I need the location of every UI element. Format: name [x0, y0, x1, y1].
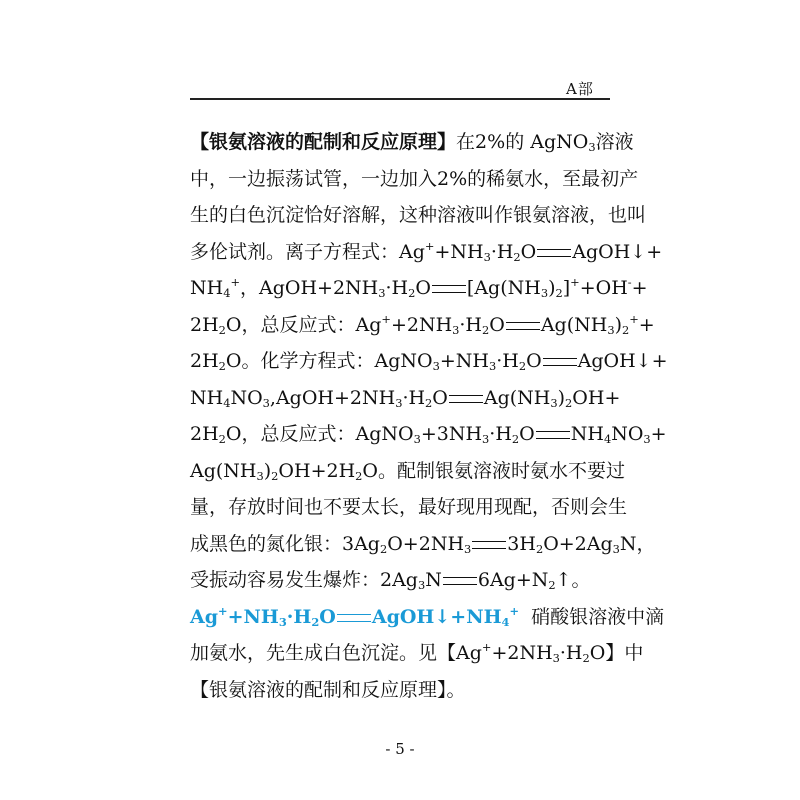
text-line-4: 多伦试剂。离子方程式：$Ag^++NH_3\cdot H_2O$ AgOH↓+	[190, 238, 663, 264]
body-text	[190, 124, 668, 708]
term-heading: 银氨溶液的配制和反应原理	[209, 131, 438, 153]
text-line-1: 【银氨溶液的配制和反应原理】在2%的 AgNO$_3$溶液	[190, 131, 634, 154]
text-line-13: 受振动容易发生爆炸：$2Ag_3N$ $6Ag+N_2↑$。	[190, 569, 591, 592]
equals-sign	[443, 577, 477, 585]
equals-sign	[506, 322, 540, 330]
equals-sign	[449, 395, 483, 403]
equals-sign	[432, 285, 466, 293]
text-line-3: 生的白色沉淀恰好溶解，这种溶液叫作银氨溶液，也叫	[190, 204, 647, 226]
text-line-16: 【银氨溶液的配制和反应原理】。	[190, 678, 466, 701]
header-rule	[190, 98, 610, 100]
text-line-14: $Ag^++NH_3\cdot H_2O$ $AgOH↓+NH_4^+$ 硝酸银溶液中滴	[190, 603, 665, 629]
text-line-10: $Ag(NH_3)_2OH+2H_2O$。配制银氨溶液时氨水不要过	[190, 459, 625, 483]
equals-sign	[543, 358, 577, 366]
equals-sign	[472, 541, 506, 549]
text-line-9: $2H_2O$，总反应式：$AgNO_3+3NH_3\cdot H_2O$ $NH_4NO_3+$	[190, 423, 667, 446]
text-line-11: 量，存放时间也不要太长，最好现用现配，否则会生	[190, 496, 628, 518]
text-line-8: $NH_4NO_3,AgOH+2NH_3\cdot H_2O$ $Ag(NH_3)_2OH+$	[190, 386, 621, 410]
equals-sign	[337, 614, 371, 622]
equals-sign	[537, 249, 571, 257]
page-number: - 5 -	[385, 740, 415, 758]
text-line-2: 中，一边振荡试管，一边加入2%的稀氨水，至最初产	[190, 167, 639, 190]
text-line-6: $2H_2O$，总反应式：$Ag^++2NH_3\cdot H_2O$ $Ag(NH_3)_2^++$	[190, 311, 655, 337]
section-label: A部	[566, 80, 594, 98]
text-line-15: 加氨水，先生成白色沉淀。见【$Ag^++2NH_3\cdot H_2O$】中	[190, 640, 644, 665]
text-line-5: $NH_4^+$，$AgOH+2NH_3\cdot H_2O$ $[Ag(NH_3)_2]^++OH^-+$	[190, 275, 648, 300]
text-line-7: $2H_2O$。化学方程式：$AgNO_3+NH_3\cdot H_2O$ AgOH↓+	[190, 350, 668, 373]
text-line-12: 成黑色的氮化银：$3Ag_2O+2NH_3$ $3H_2O+2Ag_3N$，	[190, 532, 656, 556]
equals-sign	[536, 431, 570, 439]
highlight-equation: $Ag^++NH_3\cdot H_2O$ $AgOH↓+NH_4^+$	[190, 603, 520, 629]
